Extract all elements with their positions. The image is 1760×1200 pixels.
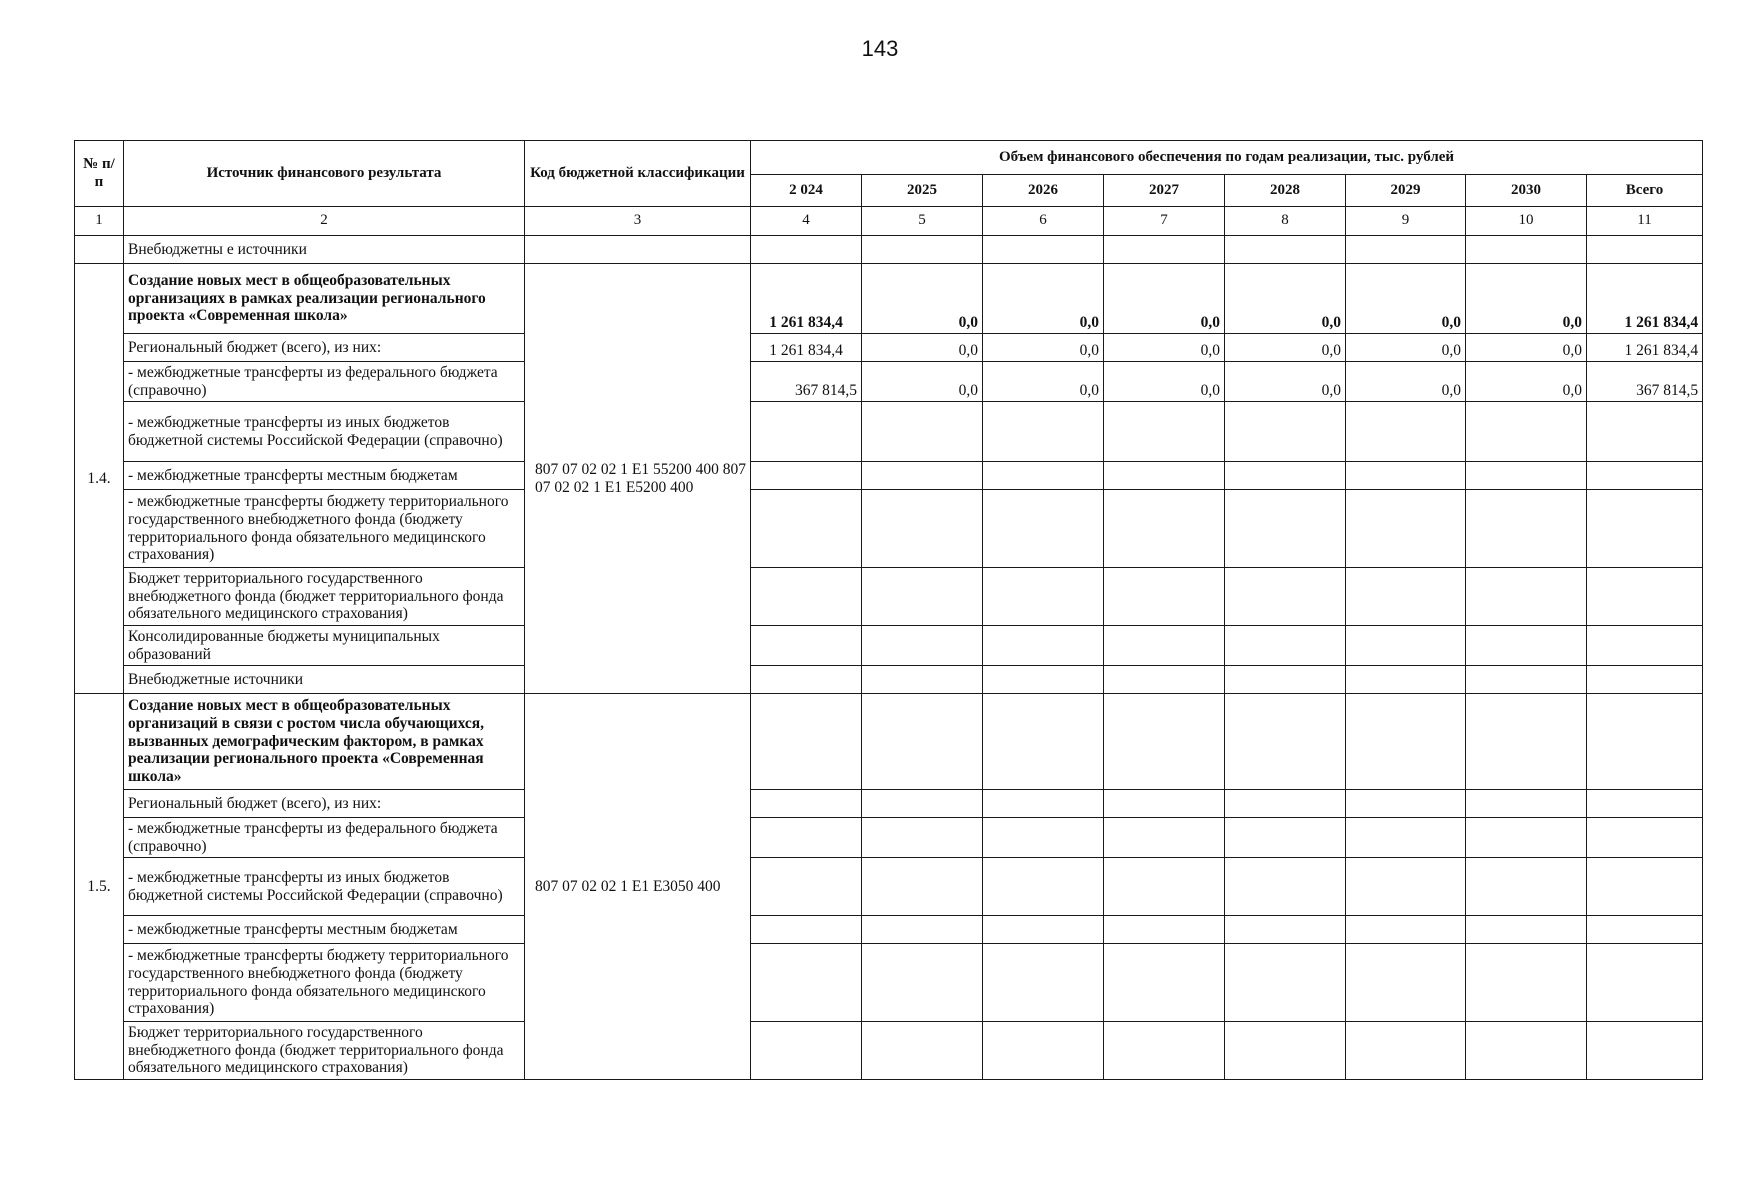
value-cell: 0,0 bbox=[1346, 264, 1466, 334]
column-number: 8 bbox=[1225, 207, 1346, 236]
value-cell: 367 814,5 bbox=[751, 362, 862, 402]
source-cell: Региональный бюджет (всего), из них: bbox=[124, 334, 525, 362]
header-year: 2026 bbox=[983, 175, 1104, 207]
value-cell: 0,0 bbox=[983, 362, 1104, 402]
column-number: 7 bbox=[1104, 207, 1225, 236]
value-cell: 0,0 bbox=[983, 264, 1104, 334]
budget-code: 807 07 02 02 1 E1 E3050 400 bbox=[525, 694, 751, 1080]
source-cell: Консолидированные бюджеты муниципальных образований bbox=[124, 626, 525, 666]
value-cell: 0,0 bbox=[983, 334, 1104, 362]
source-cell: - межбюджетные трансферты бюджету территориального государственного внебюджетного фонда (бюджету территориального фонда обязательного медицинского страхования) bbox=[124, 944, 525, 1022]
source-cell: Создание новых мест в общеобразовательных организаций в связи с ростом числа обучающихся, вызванных демографическим фактором, в рамках реализации регионального проекта «Современная школа» bbox=[124, 694, 525, 790]
table-row bbox=[75, 626, 1703, 666]
financing-table bbox=[74, 140, 1703, 1080]
value-cell: 0,0 bbox=[862, 264, 983, 334]
column-number: 11 bbox=[1587, 207, 1703, 236]
source-cell: Бюджет территориального государственного внебюджетного фонда (бюджет территориального фонда обязательного медицинского страхования) bbox=[124, 568, 525, 626]
value-cell: 0,0 bbox=[1104, 362, 1225, 402]
source-cell: - межбюджетные трансферты местным бюджетам bbox=[124, 462, 525, 490]
header-volume: Объем финансового обеспечения по годам реализации, тыс. рублей bbox=[751, 141, 1703, 175]
header-year: 2 024 bbox=[751, 175, 862, 207]
column-number: 4 bbox=[751, 207, 862, 236]
page-number: 143 bbox=[861, 36, 899, 61]
source-cell: Бюджет территориального государственного внебюджетного фонда (бюджет территориального фонда обязательного медицинского страхования) bbox=[124, 1022, 525, 1080]
source-cell: - межбюджетные трансферты из федерального бюджета (справочно) bbox=[124, 818, 525, 858]
value-cell: 1 261 834,4 bbox=[751, 264, 862, 334]
column-number: 10 bbox=[1466, 207, 1587, 236]
header-year: 2025 bbox=[862, 175, 983, 207]
value-cell: 0,0 bbox=[1225, 362, 1346, 402]
column-number: 2 bbox=[124, 207, 525, 236]
value-cell: 0,0 bbox=[1466, 334, 1587, 362]
source-cell: - межбюджетные трансферты местным бюджетам bbox=[124, 916, 525, 944]
value-cell: 0,0 bbox=[1104, 334, 1225, 362]
table-row bbox=[75, 944, 1703, 1022]
budget-code: 807 07 02 02 1 E1 55200 400 807 07 02 02 1 E1 E5200 400 bbox=[525, 264, 751, 694]
source-cell: Внебюджетные источники bbox=[124, 666, 525, 694]
value-cell: 0,0 bbox=[862, 334, 983, 362]
source-cell: Региональный бюджет (всего), из них: bbox=[124, 790, 525, 818]
source-cell: Внебюджетны е источники bbox=[124, 236, 525, 264]
table-row bbox=[75, 490, 1703, 568]
header-year: 2030 bbox=[1466, 175, 1587, 207]
column-number: 5 bbox=[862, 207, 983, 236]
source-cell: - межбюджетные трансферты бюджету территориального государственного внебюджетного фонда (бюджету территориального фонда обязательного медицинского страхования) bbox=[124, 490, 525, 568]
column-number-row bbox=[75, 207, 1703, 236]
source-cell: - межбюджетные трансферты из иных бюджетов бюджетной системы Российской Федерации (справочно) bbox=[124, 402, 525, 462]
table-row bbox=[75, 402, 1703, 462]
table-row bbox=[75, 362, 1703, 402]
value-cell: 367 814,5 bbox=[1587, 362, 1703, 402]
table-row bbox=[75, 666, 1703, 694]
value-cell: 0,0 bbox=[1466, 264, 1587, 334]
source-cell: Создание новых мест в общеобразовательных организациях в рамках реализации регионального проекта «Современная школа» bbox=[124, 264, 525, 334]
table-row bbox=[75, 916, 1703, 944]
table-row bbox=[75, 858, 1703, 916]
header-year: 2029 bbox=[1346, 175, 1466, 207]
table-row bbox=[75, 462, 1703, 490]
table-row bbox=[75, 694, 1703, 790]
value-cell: 1 261 834,4 bbox=[1587, 264, 1703, 334]
table-row bbox=[75, 334, 1703, 362]
row-number: 1.5. bbox=[75, 694, 124, 1080]
value-cell: 0,0 bbox=[1346, 334, 1466, 362]
table-row bbox=[75, 1022, 1703, 1080]
header-year: 2027 bbox=[1104, 175, 1225, 207]
source-cell: - межбюджетные трансферты из федерального бюджета (справочно) bbox=[124, 362, 525, 402]
header-year: 2028 bbox=[1225, 175, 1346, 207]
column-number: 1 bbox=[75, 207, 124, 236]
header-num: № п/п bbox=[75, 141, 124, 207]
table-row bbox=[75, 568, 1703, 626]
header-total: Всего bbox=[1587, 175, 1703, 207]
value-cell: 0,0 bbox=[1466, 362, 1587, 402]
table-row bbox=[75, 818, 1703, 858]
table-row bbox=[75, 236, 1703, 264]
value-cell: 0,0 bbox=[1346, 362, 1466, 402]
column-number: 3 bbox=[525, 207, 751, 236]
table-row bbox=[75, 264, 1703, 334]
source-cell: - межбюджетные трансферты из иных бюджетов бюджетной системы Российской Федерации (справочно) bbox=[124, 858, 525, 916]
value-cell: 1 261 834,4 bbox=[1587, 334, 1703, 362]
column-number: 6 bbox=[983, 207, 1104, 236]
value-cell: 0,0 bbox=[1104, 264, 1225, 334]
value-cell: 0,0 bbox=[862, 362, 983, 402]
row-number: 1.4. bbox=[75, 264, 124, 694]
value-cell: 0,0 bbox=[1225, 334, 1346, 362]
header-code: Код бюджетной классификации bbox=[525, 141, 751, 207]
table-row bbox=[75, 790, 1703, 818]
column-number: 9 bbox=[1346, 207, 1466, 236]
value-cell: 1 261 834,4 bbox=[751, 334, 862, 362]
header-source: Источник финансового результата bbox=[124, 141, 525, 207]
value-cell: 0,0 bbox=[1225, 264, 1346, 334]
